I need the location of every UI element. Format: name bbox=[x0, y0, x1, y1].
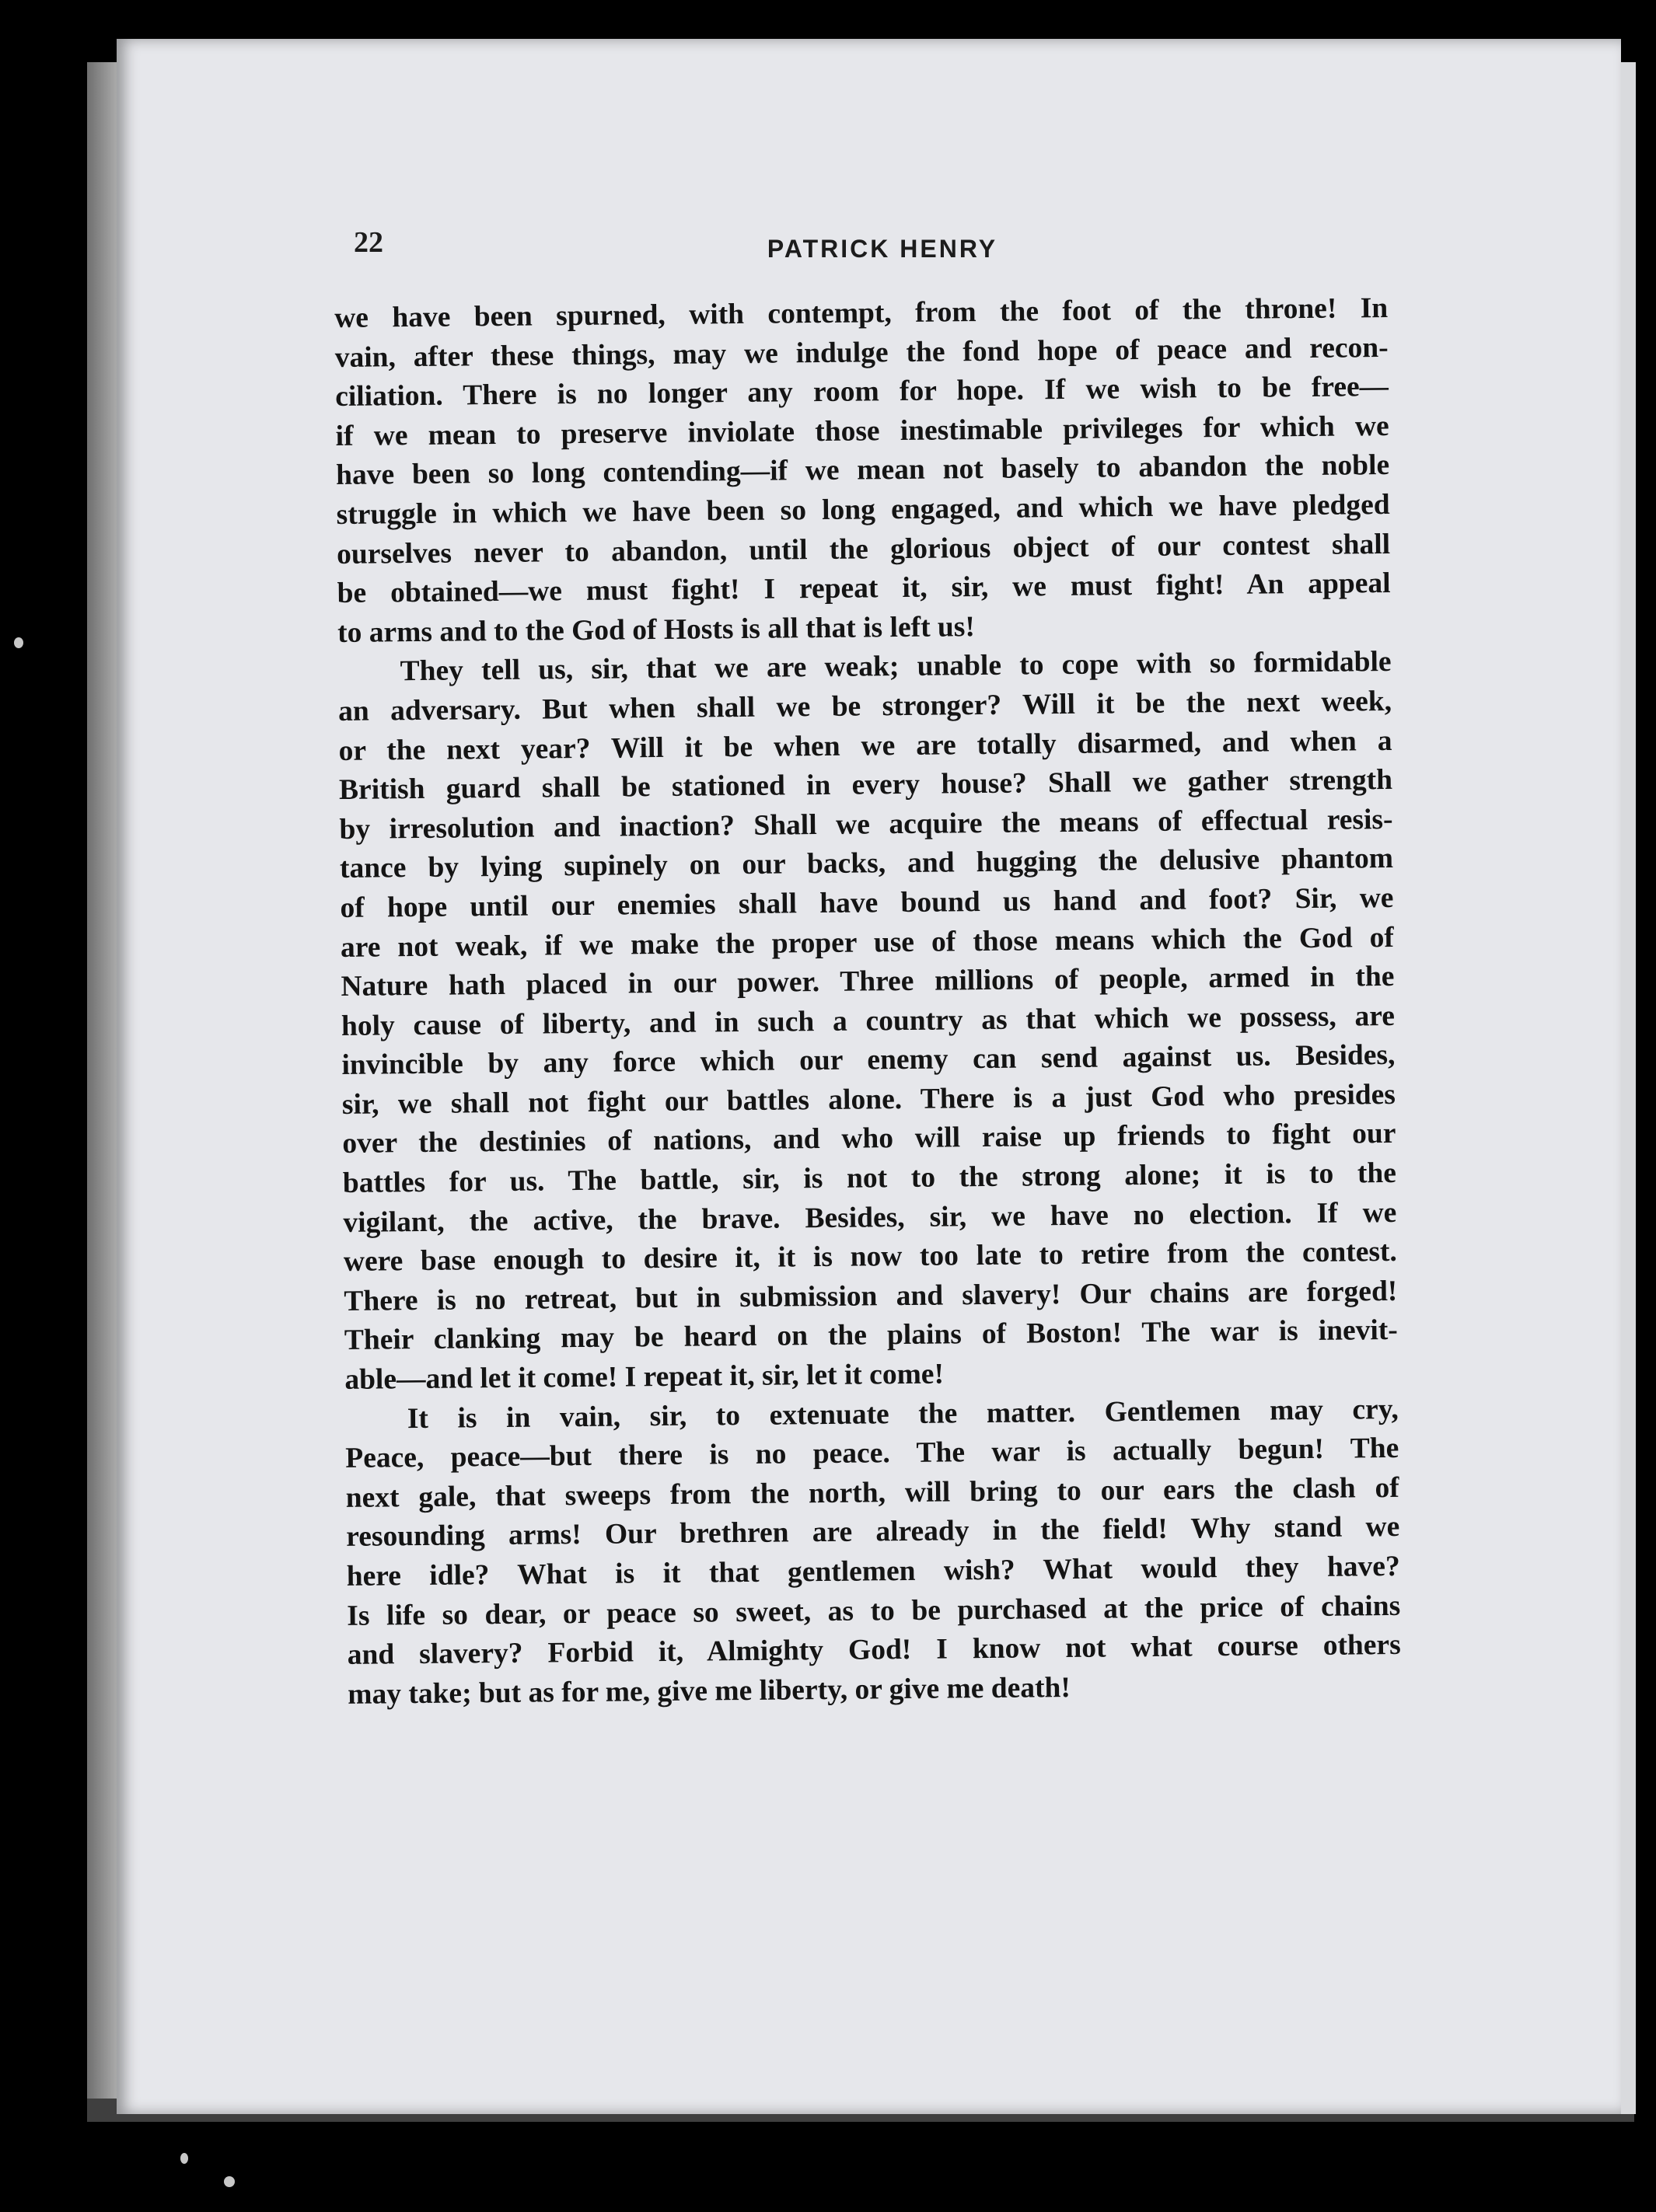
text-line: have been so long contending—if we mean not basely to abandon the noble bbox=[335, 449, 1390, 492]
text-line: It is in vain, sir, to extenuate the matter. Gentlemen may cry, bbox=[407, 1393, 1399, 1435]
running-head: PATRICK HENRY bbox=[767, 235, 998, 263]
text-line: next gale, that sweeps from the north, will bring to our ears the clash of bbox=[345, 1471, 1399, 1514]
text-line: battles for us. The battle, sir, is not to the strong alone; it is to the bbox=[342, 1157, 1397, 1200]
text-line: Their clanking may be heard on the plains of Boston! The war is inevit- bbox=[344, 1314, 1398, 1357]
text-line: holy cause of liberty, and in such a country as that which we possess, are bbox=[341, 1000, 1396, 1042]
scan-speck bbox=[14, 637, 23, 648]
text-line: by irresolution and inaction? Shall we acquire the means of effectual resis- bbox=[339, 803, 1393, 846]
text-line: vain, after these things, may we indulge the fond hope of peace and recon- bbox=[334, 331, 1389, 374]
scan-speck bbox=[224, 2176, 235, 2187]
text-line: invincible by any force which our enemy can send against us. Besides, bbox=[341, 1039, 1396, 1082]
text-line: able—and let it come! I repeat it, sir, let it come! bbox=[344, 1358, 945, 1396]
text-line: here idle? What is it that gentlemen wish? What would they have? bbox=[346, 1550, 1400, 1593]
text-line: were base enough to desire it, it is now too late to retire from the contest. bbox=[343, 1236, 1398, 1279]
text-line: or the next year? Will it be when we are totally disarmed, and when a bbox=[338, 724, 1392, 767]
text-line: and slavery? Forbid it, Almighty God! I know not what course others bbox=[347, 1629, 1401, 1672]
body-text bbox=[334, 289, 1401, 1715]
page-number: 22 bbox=[354, 226, 383, 259]
text-line: to arms and to the God of Hosts is all that is left us! bbox=[337, 610, 976, 649]
text-line: vigilant, the active, the brave. Besides, sir, we have no election. If we bbox=[343, 1196, 1397, 1239]
text-line: if we mean to preserve inviolate those inestimable privileges for which we bbox=[335, 410, 1389, 452]
page-header bbox=[354, 225, 1411, 272]
text-line: There is no retreat, but in submission and slavery! Our chains are forged! bbox=[344, 1275, 1398, 1317]
text-line: Is life so dear, or peace so sweet, as to be purchased at the price of chains bbox=[347, 1589, 1401, 1632]
text-line: are not weak, if we make the proper use of those means which the God of bbox=[340, 921, 1395, 964]
text-line: an adversary. But when shall we be stronger? Will it be the next week, bbox=[337, 685, 1392, 727]
text-line: may take; but as for me, give me liberty, or give me death! bbox=[348, 1671, 1071, 1711]
text-line: over the destinies of nations, and who will raise up friends to fight our bbox=[342, 1118, 1396, 1160]
text-line: sir, we shall not fight our battles alone. There is a just God who presides bbox=[341, 1078, 1396, 1121]
text-line: ourselves never to abandon, until the glorious object of our contest shall bbox=[336, 528, 1391, 570]
text-line: British guard shall be stationed in every house? Shall we gather strength bbox=[338, 764, 1393, 807]
text-line: struggle in which we have been so long engaged, and which we have pledged bbox=[336, 488, 1390, 531]
text-line: tance by lying supinely on our backs, and hugging the delusive phantom bbox=[339, 843, 1394, 885]
text-line: of hope until our enemies shall have bound us hand and foot? Sir, we bbox=[340, 881, 1394, 924]
scan-speck bbox=[180, 2153, 188, 2164]
text-line: Nature hath placed in our power. Three millions of people, armed in the bbox=[341, 961, 1395, 1003]
text-line: be obtained—we must fight! I repeat it, sir, we must fight! An appeal bbox=[337, 567, 1391, 610]
text-line: They tell us, sir, that we are weak; unable to cope with so formidable bbox=[400, 646, 1392, 688]
text-line: ciliation. There is no longer any room for hope. If we wish to be free— bbox=[335, 371, 1389, 413]
text-line: Peace, peace—but there is no peace. The war is actually begun! The bbox=[345, 1432, 1399, 1475]
text-line: we have been spurned, with contempt, from the foot of the throne! In bbox=[334, 291, 1389, 334]
text-line: resounding arms! Our brethren are already in the field! Why stand we bbox=[346, 1511, 1400, 1554]
